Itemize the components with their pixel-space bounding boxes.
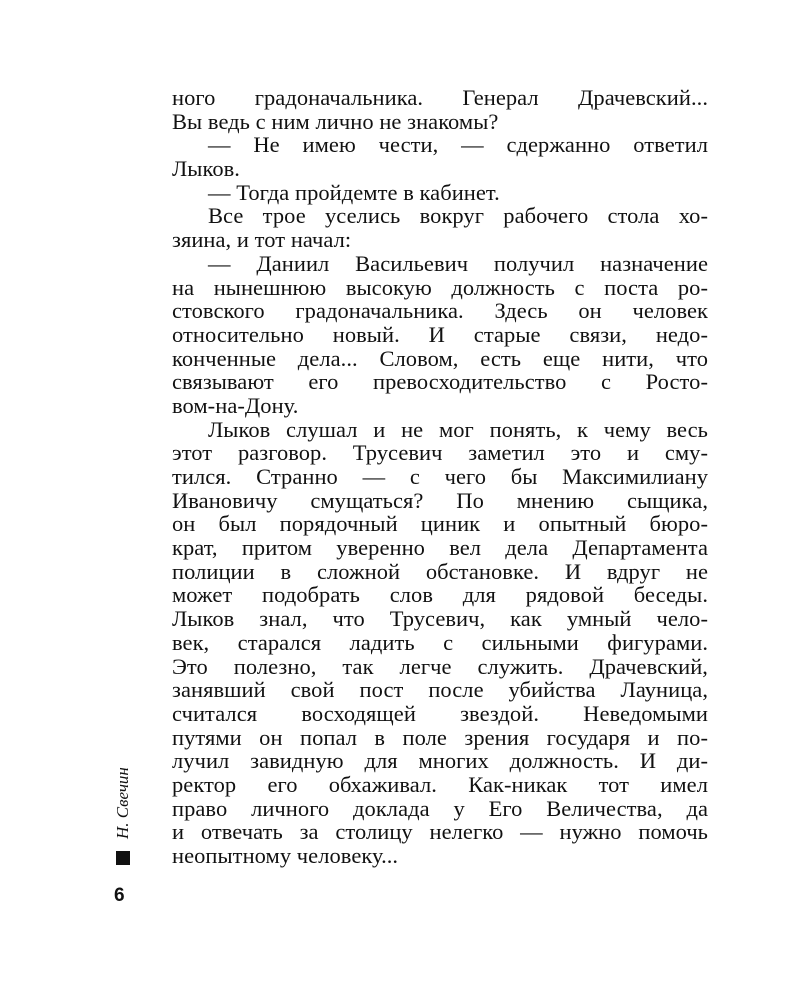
text-line: Все трое уселись вокруг рабочего стола хо- xyxy=(208,203,708,229)
text-line: крат, притом уверенно вел дела Департамента xyxy=(172,535,708,561)
square-marker-icon xyxy=(116,851,130,865)
text-line: конченные дела... Словом, есть еще нити, что xyxy=(172,345,708,371)
text-line: этот разговор. Трусевич заметил это и сму- xyxy=(172,440,708,466)
text-line: связывают его превосходительство с Росто- xyxy=(172,369,708,395)
text-line: Лыков слушал и не мог понять, к чему весь xyxy=(208,416,708,442)
text-line: право личного доклада у Его Величества, да xyxy=(172,795,708,821)
text-line: относительно новый. И старые связи, недо- xyxy=(172,321,708,347)
text-line: лучил завидную для многих должность. И ди- xyxy=(172,748,708,774)
text-line: век, старался ладить с сильными фигурами. xyxy=(172,629,708,655)
text-line: может подобрать слов для рядовой беседы. xyxy=(172,582,708,608)
text-line: — Тогда пройдемте в кабинет. xyxy=(208,179,500,205)
text-line: на нынешнюю высокую должность с поста ро- xyxy=(172,274,708,300)
text-line: неопытному человеку... xyxy=(172,843,399,868)
text-line: ректор его обхаживал. Как-никак тот имел xyxy=(172,771,708,797)
text-line: путями он попал в поле зрения государя и по- xyxy=(172,724,708,750)
text-line: Лыков знал, что Трусевич, как умный чело- xyxy=(172,606,708,632)
text-line: ного градоначальника. Генерал Драчевский... xyxy=(172,85,708,110)
text-line: и отвечать за столицу нелегко — нужно помочь xyxy=(172,819,708,845)
text-line: тился. Странно — с чего бы Максимилиану xyxy=(172,464,708,489)
text-line: считался восходящей звездой. Неведомыми xyxy=(172,700,708,726)
page-number: 6 xyxy=(114,885,125,906)
text-line: — Даниил Васильевич получил назначение xyxy=(208,250,708,276)
body-text xyxy=(172,86,708,868)
text-line: зяина, и тот начал: xyxy=(172,227,352,253)
text-line: Ивановичу смущаться? По мнению сыщика, xyxy=(172,487,708,513)
text-line: Вы ведь с ним лично не знакомы? xyxy=(172,108,499,134)
text-line: занявший свой пост после убийства Лауница, xyxy=(172,677,708,703)
text-line: стовского градоначальника. Здесь он человек xyxy=(172,298,708,324)
running-author: Н. Свечин xyxy=(113,767,132,839)
text-line: вом-на-Дону. xyxy=(172,392,299,418)
text-line: — Не имею чести, — сдержанно ответил xyxy=(208,132,708,158)
text-line: Это полезно, так легче служить. Драчевский, xyxy=(172,653,708,679)
text-line: он был порядочный циник и опытный бюро- xyxy=(172,511,708,537)
text-line: полиции в сложной обстановке. И вдруг не xyxy=(172,558,708,584)
text-line: Лыков. xyxy=(172,156,240,182)
